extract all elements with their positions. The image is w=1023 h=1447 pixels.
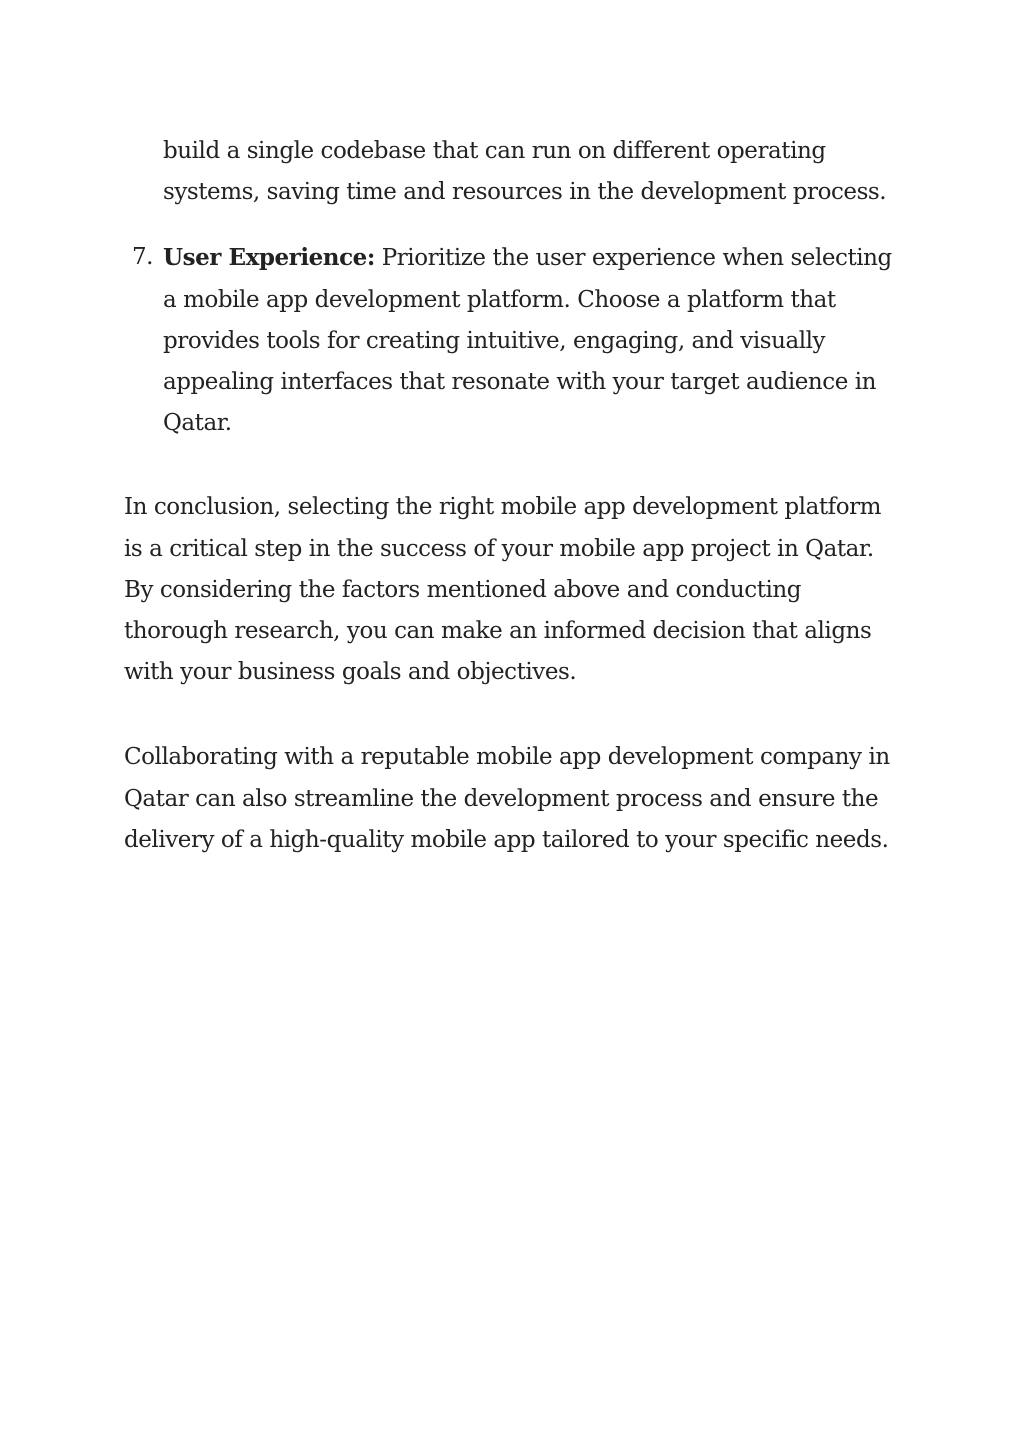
conclusion-paragraph: In conclusion, selecting the right mobile app development platform is a critical step in the success of your mobile app project in Qatar. By considering the factors mentioned above and conducting thorough research, you can make an informed decision that aligns with your business goals and objectives.: [124, 494, 882, 686]
list-item-6-continuation: build a single codebase that can run on different operating systems, saving time and resources in the development process.: [163, 138, 887, 206]
list-item-number: 7.: [131, 244, 153, 271]
list-item-body: [163, 237, 908, 444]
list-item-text: Prioritize the user experience when selecting a mobile app development platform. Choose a platform that provides tools for creating intuitive, engaging, and visually appealing interfaces that resonate with your target audience in Qatar.: [163, 245, 892, 437]
list-item-7: [124, 237, 914, 444]
document-content: [124, 131, 914, 861]
collaboration-paragraph: Collaborating with a reputable mobile app development company in Qatar can also streamline the development process and ensure the delivery of a high-quality mobile app tailored to your specific needs.: [124, 744, 890, 853]
list-item-term: User Experience:: [163, 244, 375, 272]
